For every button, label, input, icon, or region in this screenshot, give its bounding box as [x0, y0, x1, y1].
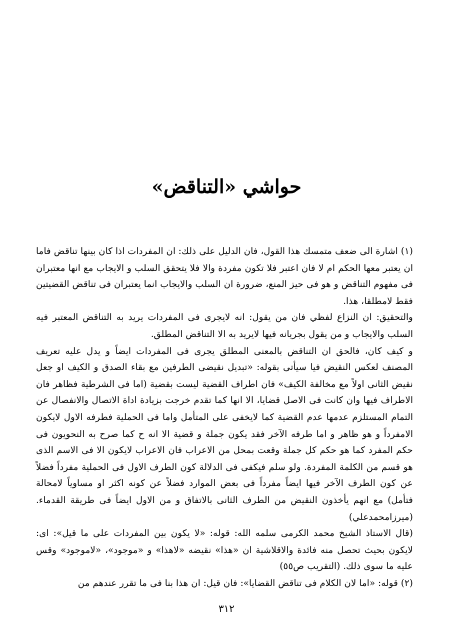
footnotes-body — [36, 244, 413, 592]
page-number: ٣١٢ — [218, 604, 235, 615]
investigation-paragraph: والتحقيق: ان النزاع لفظي فان من يقول: انه لايجرى فى المفردات يريد به التناقض المعتبر فيه السلب والايجاب و من يقول بجريانه فيها لايريد به الا التناقض المطلق. — [36, 312, 413, 340]
footnote-2-paragraph: (٢) قوله: «اما لان الكلام فى تناقض القضايا»: فان قيل: ان هذا بنا فى ما تقرر عندهم من — [77, 577, 413, 589]
footnote-1-paragraph: (١) اشارة الى ضعف متمسك هذا القول، فان الدليل على ذلك: ان المفردات اذا كان بينها تناقض فاما ان يعتبر معها الحكم ام لا فان اعتبر فلا تكون مفردة والا فلا يتحقق السلب و الايجاب مع انها معتبران فى مفهوم التناقض و هو فى حيز المنع، ضرورة ان السلب والايجاب انما يعتبران فى تناقض القضيتين فقط لامطلقا، هذا. — [36, 246, 413, 307]
quote-paragraph: (قال الاستاذ الشيخ محمد الكرمى سلمه الله: قوله: «لا يكون بين المفردات على ما قيل»: اى: لايكون بحيث تحصل منه فائدة والاقلاشية ان «هذا» نقيضه «لاهذا» و «موجود»، «لاموجود» وقس عليه ما سوى ذلك. (التقريب ص٥٥) — [36, 528, 413, 573]
discussion-paragraph: و كيف كان، فالحق ان التناقض بالمعنى المطلق يجرى فى المفردات ايضاً و يدل عليه تعريف المصنف لعكس النقيض فيا سيأتى بقوله: «تبديل نقيضى الطرفين مع بقاء الصدق و الكيف او جعل نقيض الثانى اولاً مع مخالفة الكيف» فان اطراف القضية ليست بقضية (اما فى الشرطية فظاهر فان الاطراف فيها وان كانت فى الاصل قضايا، الا انها كما تقدم خرجت بزيادة اداة الاتصال والانفصال عن التمام المستلزم عدمها عدم القضية كما لايخفى على المتأمل واما فى الحملية فطرفه الاول لايكون الامفرداً و هو ظاهر و اما طرفه الآخر فقد يكون جملة و قضية الا انه ح كما صرح به النحويون فى حكم المفرد كما هو حكم كل جملة وقعت بمحل من الاعراب فان الاعراب لايكون الا فى الاسم الذى هو قسم من الكلمة المفردة. ولو سلم فيكفى فى الدلالة كون الطرف الاول فى الحملية مفرداً فضلاً عن كون الطرف الآخر فيها ايضاً مفرداً فى بعض الموارد فضلاً عن كونه اكثر او مساوياً لامحالة فتأمل) مع انهم يأخذون النقيض من الطرف الثانى بالاتفاق و من الاول ايضاً فى طريقة القدماء. (ميرزامحمدعلي) — [36, 345, 413, 523]
chapter-title: حواشي «التناقض» — [151, 176, 302, 198]
